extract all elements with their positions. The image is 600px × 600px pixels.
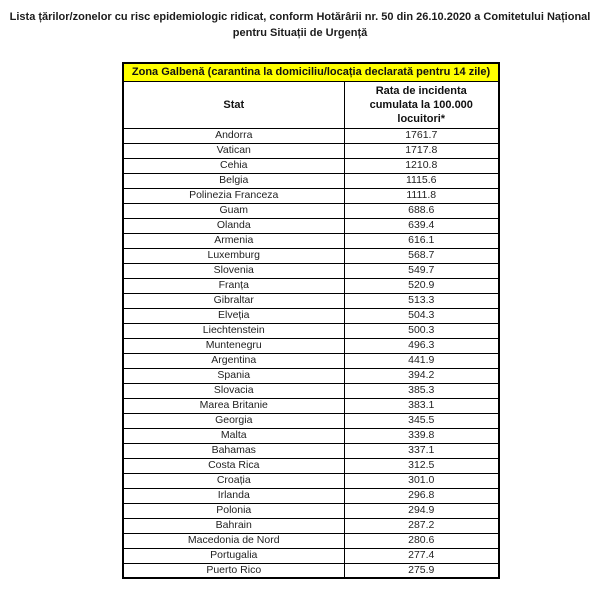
rate-cell: 504.3 xyxy=(344,308,499,323)
table-row xyxy=(123,443,499,458)
rate-cell: 500.3 xyxy=(344,323,499,338)
rate-cell: 275.9 xyxy=(344,563,499,578)
stat-cell: Bahamas xyxy=(123,443,344,458)
table-row xyxy=(123,368,499,383)
table-row xyxy=(123,398,499,413)
table-row xyxy=(123,248,499,263)
rate-cell: 294.9 xyxy=(344,503,499,518)
stat-cell: Puerto Rico xyxy=(123,563,344,578)
table-row xyxy=(123,203,499,218)
stat-cell: Luxemburg xyxy=(123,248,344,263)
table-row xyxy=(123,503,499,518)
stat-cell: Croația xyxy=(123,473,344,488)
stat-cell: Vatican xyxy=(123,143,344,158)
rate-cell: 441.9 xyxy=(344,353,499,368)
stat-cell: Franța xyxy=(123,278,344,293)
rate-cell: 568.7 xyxy=(344,248,499,263)
table-row xyxy=(123,173,499,188)
rate-cell: 337.1 xyxy=(344,443,499,458)
table-row xyxy=(123,533,499,548)
table-row xyxy=(123,488,499,503)
document-title-line2: pentru Situații de Urgență xyxy=(232,27,368,39)
stat-cell: Portugalia xyxy=(123,548,344,563)
table-row xyxy=(123,428,499,443)
stat-cell: Guam xyxy=(123,203,344,218)
rate-cell: 1210.8 xyxy=(344,158,499,173)
zone-header-label: Zona Galbenă (carantina la domiciliu/locația declarată pentru 14 zile) xyxy=(123,63,499,81)
stat-cell: Andorra xyxy=(123,128,344,143)
stat-cell: Elveția xyxy=(123,308,344,323)
column-header-row xyxy=(123,81,499,128)
rate-cell: 1115.6 xyxy=(344,173,499,188)
stat-cell: Olanda xyxy=(123,218,344,233)
table-row xyxy=(123,218,499,233)
rate-cell: 280.6 xyxy=(344,533,499,548)
stat-cell: Muntenegru xyxy=(123,338,344,353)
table-row xyxy=(123,413,499,428)
table-row xyxy=(123,473,499,488)
stat-cell: Armenia xyxy=(123,233,344,248)
rate-cell: 345.5 xyxy=(344,413,499,428)
table-row xyxy=(123,278,499,293)
stat-cell: Georgia xyxy=(123,413,344,428)
table-row xyxy=(123,263,499,278)
table-row xyxy=(123,338,499,353)
rate-cell: 277.4 xyxy=(344,548,499,563)
stat-cell: Marea Britanie xyxy=(123,398,344,413)
rate-cell: 513.3 xyxy=(344,293,499,308)
stat-cell: Malta xyxy=(123,428,344,443)
table-row xyxy=(123,353,499,368)
stat-cell: Liechtenstein xyxy=(123,323,344,338)
rate-cell: 383.1 xyxy=(344,398,499,413)
document-title xyxy=(0,9,600,41)
rate-cell: 688.6 xyxy=(344,203,499,218)
table-body xyxy=(123,128,499,578)
table-row xyxy=(123,233,499,248)
column-header-rate: Rata de incidenta cumulata la 100.000 locuitori* xyxy=(344,81,499,128)
rate-cell: 385.3 xyxy=(344,383,499,398)
stat-cell: Argentina xyxy=(123,353,344,368)
table-row xyxy=(123,563,499,578)
rate-cell: 1111.8 xyxy=(344,188,499,203)
rate-cell: 1761.7 xyxy=(344,128,499,143)
table-row xyxy=(123,143,499,158)
stat-cell: Spania xyxy=(123,368,344,383)
stat-cell: Irlanda xyxy=(123,488,344,503)
rate-cell: 496.3 xyxy=(344,338,499,353)
rate-cell: 1717.8 xyxy=(344,143,499,158)
rate-cell: 616.1 xyxy=(344,233,499,248)
stat-cell: Belgia xyxy=(123,173,344,188)
rate-cell: 287.2 xyxy=(344,518,499,533)
rate-cell: 394.2 xyxy=(344,368,499,383)
table-row xyxy=(123,293,499,308)
stat-cell: Macedonia de Nord xyxy=(123,533,344,548)
rate-cell: 520.9 xyxy=(344,278,499,293)
column-header-stat: Stat xyxy=(123,81,344,128)
table-row xyxy=(123,383,499,398)
zone-header-row xyxy=(123,63,499,81)
stat-cell: Cehia xyxy=(123,158,344,173)
stat-cell: Polinezia Franceza xyxy=(123,188,344,203)
table-row xyxy=(123,128,499,143)
table-row xyxy=(123,158,499,173)
table-row xyxy=(123,308,499,323)
rate-cell: 312.5 xyxy=(344,458,499,473)
risk-countries-table xyxy=(122,62,500,579)
rate-cell: 301.0 xyxy=(344,473,499,488)
table-row xyxy=(123,458,499,473)
stat-cell: Bahrain xyxy=(123,518,344,533)
rate-cell: 296.8 xyxy=(344,488,499,503)
table-row xyxy=(123,548,499,563)
stat-cell: Costa Rica xyxy=(123,458,344,473)
stat-cell: Slovacia xyxy=(123,383,344,398)
rate-cell: 339.8 xyxy=(344,428,499,443)
stat-cell: Gibraltar xyxy=(123,293,344,308)
rate-cell: 549.7 xyxy=(344,263,499,278)
rate-cell: 639.4 xyxy=(344,218,499,233)
table-row xyxy=(123,188,499,203)
stat-cell: Polonia xyxy=(123,503,344,518)
table-row xyxy=(123,518,499,533)
document-title-line1: Lista țărilor/zonelor cu risc epidemiologic ridicat, conform Hotărârii nr. 50 din 26.10.2020 a Comitetului Național xyxy=(9,11,591,23)
stat-cell: Slovenia xyxy=(123,263,344,278)
table-row xyxy=(123,323,499,338)
